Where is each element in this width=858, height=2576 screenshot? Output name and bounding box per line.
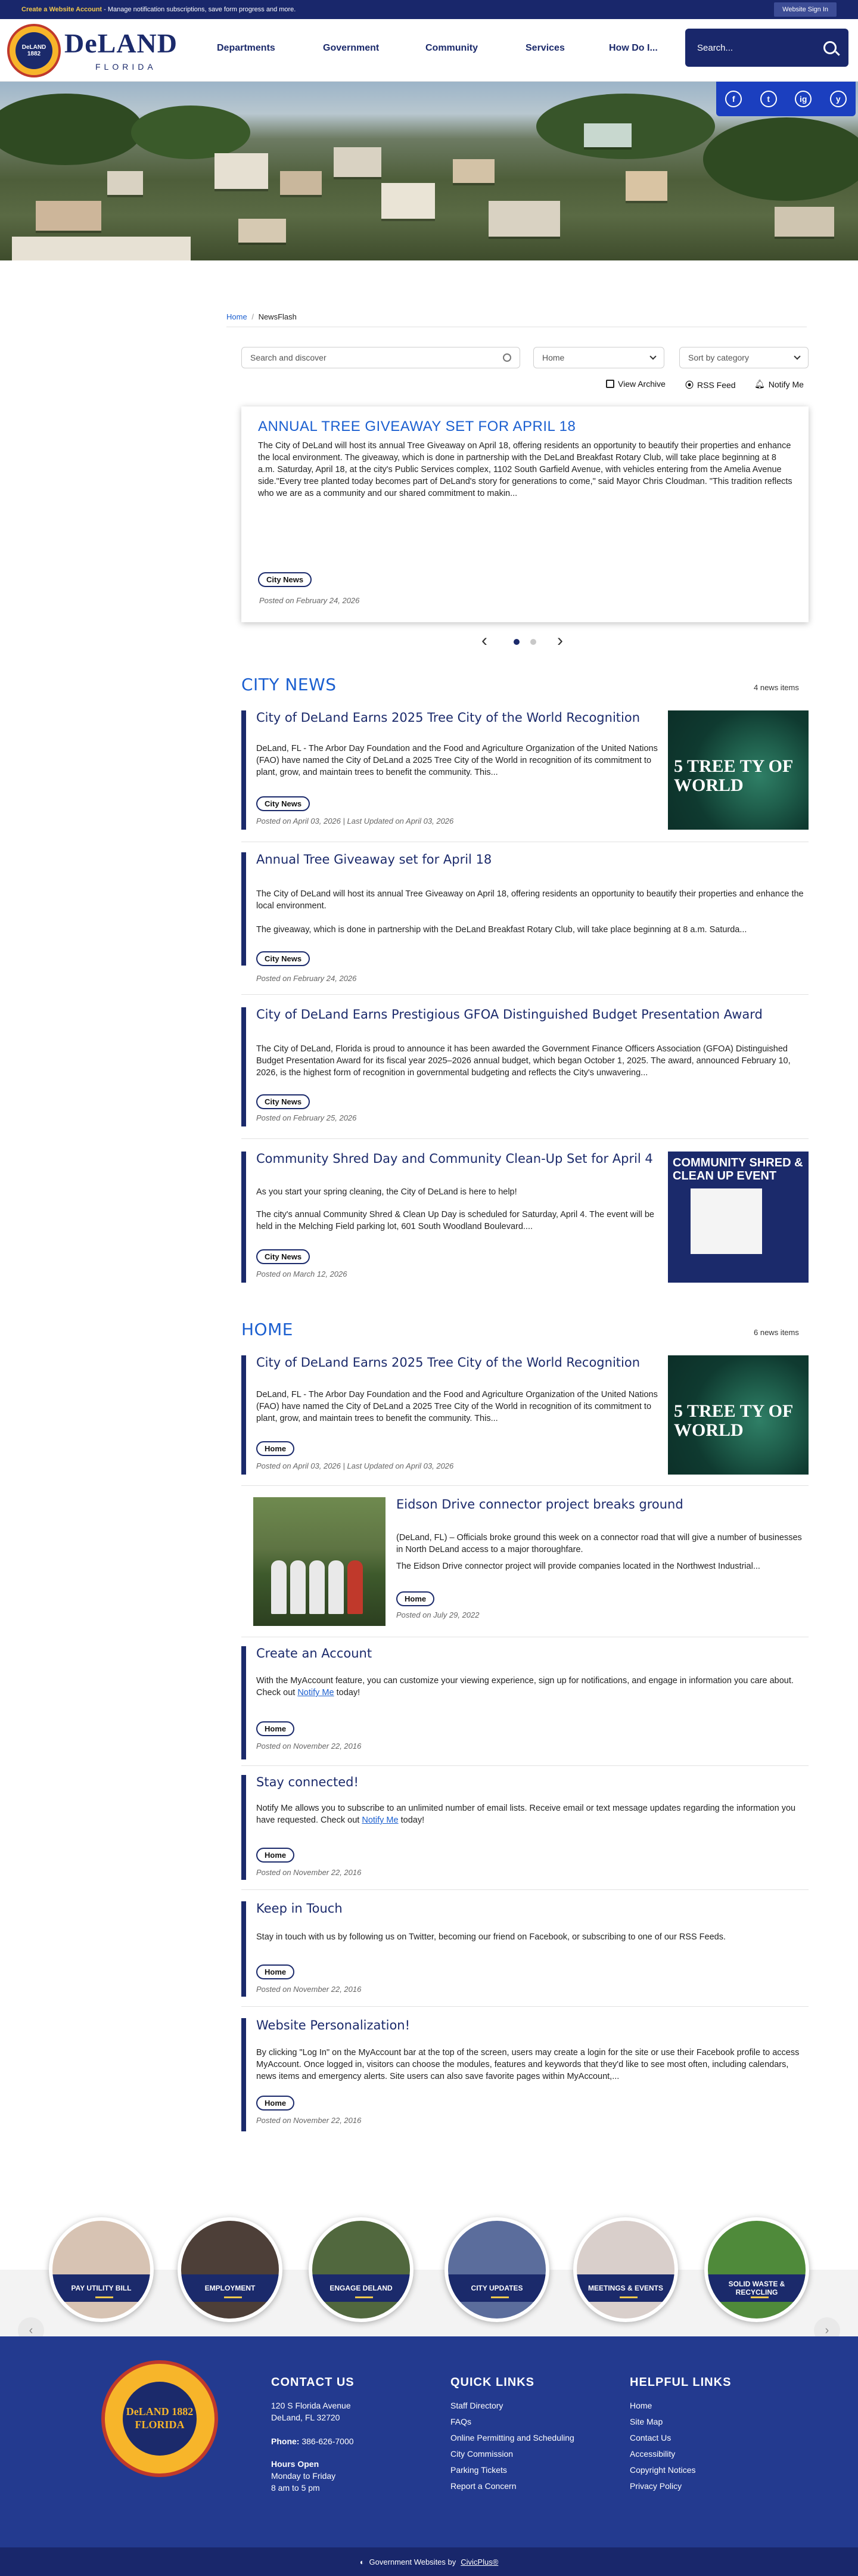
news-item-posted: Posted on April 03, 2026 | Last Updated on April 03, 2026 bbox=[256, 1461, 454, 1470]
news-item-posted: Posted on April 03, 2026 | Last Updated on April 03, 2026 bbox=[256, 817, 454, 825]
news-item-posted: Posted on November 22, 2016 bbox=[256, 2116, 362, 2125]
chevron-down-icon bbox=[794, 353, 800, 359]
news-item-title[interactable]: Create an Account bbox=[256, 1646, 372, 1661]
sort-select[interactable]: Sort by category bbox=[679, 347, 809, 368]
contact-address-2: DeLand, FL 32720 bbox=[271, 2413, 340, 2422]
search-input[interactable]: Search... bbox=[697, 42, 733, 53]
helpful-links-heading: HELPFUL LINKS bbox=[630, 2376, 732, 2389]
quick-link-city-updates[interactable]: CITY UPDATES bbox=[444, 2217, 549, 2322]
news-item-title[interactable]: City of DeLand Earns 2025 Tree City of the World Recognition bbox=[256, 710, 641, 725]
carousel-dot-active[interactable] bbox=[514, 639, 520, 645]
news-item-tag[interactable]: Home bbox=[256, 1721, 294, 1736]
hours-days: Monday to Friday bbox=[271, 2471, 336, 2481]
civicplus-credit: ◐ Government Websites by CivicPlus® bbox=[0, 2547, 858, 2576]
search-icon[interactable] bbox=[823, 41, 837, 54]
breadcrumb-separator: / bbox=[251, 312, 254, 321]
item-divider bbox=[241, 1889, 809, 1890]
rss-feed-link[interactable]: ⦿ RSS Feed bbox=[685, 380, 736, 390]
featured-title[interactable]: ANNUAL TREE GIVEAWAY SET FOR APRIL 18 bbox=[258, 418, 576, 434]
news-item bbox=[241, 710, 809, 830]
notify-me-link[interactable]: 🔔︎ Notify Me bbox=[754, 379, 804, 389]
logo-state: FLORIDA bbox=[95, 62, 157, 72]
accent-bar bbox=[241, 1901, 246, 1997]
news-item-title[interactable]: Stay connected! bbox=[256, 1775, 359, 1789]
hours-label: Hours Open bbox=[271, 2459, 319, 2469]
news-item-desc: The City of DeLand will host its annual Tree Giveaway on April 18, offering residents an opportunity to beautify their properties and enhance the local environment. bbox=[256, 889, 804, 911]
footer-link-privacy[interactable]: Privacy Policy bbox=[630, 2481, 682, 2491]
news-item-desc-2: The city's annual Community Shred & Clean Up Day is scheduled for Saturday, April 4. The event will be held in the Melching Field parking lot, 601 South Woodland Boulevard.... bbox=[256, 1210, 654, 1231]
news-item-title[interactable]: Annual Tree Giveaway set for April 18 bbox=[256, 852, 492, 867]
news-item-posted: Posted on February 25, 2026 bbox=[256, 1113, 357, 1122]
notify-me-inline-link[interactable]: Notify Me bbox=[297, 1688, 334, 1697]
site-search[interactable] bbox=[685, 29, 848, 67]
civicplus-icon: ◐ bbox=[359, 2557, 365, 2566]
news-item-tag[interactable]: Home bbox=[256, 1848, 294, 1863]
shred-event-image[interactable]: COMMUNITY SHRED & CLEAN UP EVENT bbox=[668, 1152, 809, 1283]
news-item-desc: As you start your spring cleaning, the City of DeLand is here to help! bbox=[256, 1187, 517, 1197]
news-item-tag[interactable]: Home bbox=[256, 2096, 294, 2111]
quick-links-prev-button[interactable]: ‹ bbox=[18, 2317, 44, 2344]
twitter-icon[interactable]: t bbox=[760, 91, 777, 107]
quick-link-meetings-events[interactable]: MEETINGS & EVENTS bbox=[573, 2217, 678, 2322]
footer-link-staff-directory[interactable]: Staff Directory bbox=[450, 2401, 503, 2410]
contact-address-1: 120 S Florida Avenue bbox=[271, 2401, 351, 2410]
breadcrumb-home[interactable]: Home bbox=[226, 312, 247, 321]
notify-me-inline-link[interactable]: Notify Me bbox=[362, 1815, 399, 1825]
view-archive-link[interactable]: View Archive bbox=[606, 379, 666, 389]
nav-services[interactable]: Services bbox=[526, 43, 565, 53]
category-select[interactable]: Home bbox=[533, 347, 664, 368]
news-item-posted: Posted on July 29, 2022 bbox=[396, 1610, 480, 1619]
nav-government[interactable]: Government bbox=[323, 43, 380, 53]
news-item-tag[interactable]: City News bbox=[256, 1249, 310, 1264]
accent-bar bbox=[241, 1775, 246, 1880]
city-news-heading[interactable]: CITY NEWS bbox=[241, 675, 337, 694]
footer-link-report-concern[interactable]: Report a Concern bbox=[450, 2481, 517, 2491]
item-divider bbox=[241, 1485, 809, 1486]
facebook-icon[interactable]: f bbox=[725, 91, 742, 107]
contact-phone: Phone: 386-626-7000 bbox=[271, 2437, 354, 2446]
youtube-icon[interactable]: y bbox=[830, 91, 847, 107]
bell-icon: 🔔︎ bbox=[754, 379, 765, 389]
footer-link-faqs[interactable]: FAQs bbox=[450, 2417, 472, 2426]
flyer-sheet bbox=[691, 1188, 762, 1254]
featured-posted: Posted on February 24, 2026 bbox=[259, 596, 360, 605]
news-item bbox=[241, 1775, 809, 1880]
breadcrumb bbox=[226, 312, 297, 321]
footer-link-permitting[interactable]: Online Permitting and Scheduling bbox=[450, 2433, 574, 2442]
footer-link-city-commission[interactable]: City Commission bbox=[450, 2449, 514, 2459]
footer-link-accessibility[interactable]: Accessibility bbox=[630, 2449, 676, 2459]
accent-bar bbox=[241, 710, 246, 830]
news-item-tag[interactable]: City News bbox=[256, 796, 310, 811]
news-item-title[interactable]: Keep in Touch bbox=[256, 1901, 343, 1916]
nav-community[interactable]: Community bbox=[425, 43, 478, 53]
news-item-tag[interactable]: Home bbox=[396, 1591, 434, 1606]
tree-city-image[interactable]: 5 TREE TY OF WORLD bbox=[668, 1355, 809, 1475]
social-links bbox=[716, 82, 856, 116]
search-icon[interactable] bbox=[503, 353, 511, 362]
quick-links-heading: QUICK LINKS bbox=[450, 2376, 534, 2389]
news-item-desc: DeLand, FL - The Arbor Day Foundation and the Food and Agriculture Organization of the United Nations (FAO) have named the City of DeLand a 2025 Tree City of the World in recognition of its commitment to plant, grow, and maintain trees to benefit the community. This... bbox=[256, 744, 658, 777]
news-item-desc: Notify Me allows you to subscribe to an unlimited number of email lists. Receive email or text message updates regarding the information you have requested. Check out Notify Me today! bbox=[256, 1804, 796, 1825]
home-news-count: 6 news items bbox=[754, 1328, 799, 1337]
carousel-prev-button[interactable]: ‹ bbox=[481, 631, 487, 650]
footer-city-seal[interactable]: DeLAND 1882 FLORIDA bbox=[101, 2360, 218, 2477]
quick-link-solid-waste[interactable]: SOLID WASTE & RECYCLING bbox=[704, 2217, 809, 2322]
news-item bbox=[241, 2018, 809, 2131]
news-item-tag[interactable]: City News bbox=[256, 1094, 310, 1109]
news-item bbox=[241, 1355, 809, 1475]
footer-link-copyright[interactable]: Copyright Notices bbox=[630, 2465, 696, 2475]
nav-how-do-i[interactable]: How Do I... bbox=[609, 43, 658, 53]
news-item-posted: Posted on November 22, 2016 bbox=[256, 1868, 362, 1877]
news-item-desc: Stay in touch with us by following us on Twitter, becoming our friend on Facebook, or subscribing to one of our RSS Feeds. bbox=[256, 1932, 726, 1942]
news-item-tag[interactable]: Home bbox=[256, 1964, 294, 1979]
instagram-icon[interactable]: ig bbox=[795, 91, 812, 107]
news-item bbox=[241, 1646, 809, 1759]
news-item-title[interactable]: City of DeLand Earns Prestigious GFOA Distinguished Budget Presentation Award bbox=[256, 1007, 763, 1022]
seal-text: DeLAND 1882 bbox=[15, 32, 52, 69]
breadcrumb-current: NewsFlash bbox=[258, 312, 297, 321]
hours-times: 8 am to 5 pm bbox=[271, 2483, 320, 2493]
contact-heading: CONTACT US bbox=[271, 2376, 355, 2389]
news-item-title[interactable]: Eidson Drive connector project breaks ground bbox=[396, 1497, 683, 1512]
news-item bbox=[241, 1152, 809, 1283]
news-item-tag[interactable]: City News bbox=[256, 951, 310, 966]
quick-links-next-button[interactable]: › bbox=[814, 2317, 840, 2344]
groundbreaking-photo[interactable] bbox=[253, 1497, 386, 1626]
news-item-desc: (DeLand, FL) – Officials broke ground this week on a connector road that will give a number of businesses in North DeLand access to a major thoroughfare. bbox=[396, 1533, 802, 1554]
item-divider bbox=[241, 1765, 809, 1766]
home-news-heading[interactable]: HOME bbox=[241, 1320, 293, 1339]
logo-name[interactable]: DeLAND bbox=[64, 28, 178, 58]
news-item-desc: By clicking "Log In" on the MyAccount bar at the top of the screen, users may create a login for the site or use their Facebook profile to access MyAccount. Once logged in, visitors can choose the modules, features and keywords that they'd like to see most often, including calendars, news items and emergency alerts. Site users can also save favorite pages within MyAccount,... bbox=[256, 2048, 800, 2081]
accent-bar bbox=[241, 1152, 246, 1283]
accent-bar bbox=[241, 2018, 246, 2131]
archive-icon bbox=[606, 380, 614, 388]
news-item bbox=[241, 1007, 809, 1126]
item-divider bbox=[241, 2006, 809, 2007]
news-item bbox=[241, 1901, 809, 1997]
news-item-title[interactable]: City of DeLand Earns 2025 Tree City of the World Recognition bbox=[256, 1355, 641, 1370]
news-item-posted: Posted on February 24, 2026 bbox=[256, 974, 357, 983]
news-item-desc: With the MyAccount feature, you can customize your viewing experience, sign up for notifications, and engage in information you care about. Check out Notify Me today! bbox=[256, 1676, 794, 1697]
item-divider bbox=[241, 1138, 809, 1139]
item-divider bbox=[241, 994, 809, 995]
chevron-down-icon bbox=[649, 353, 656, 359]
news-item-desc-2: The Eidson Drive connector project will provide companies located in the Northwest Industrial... bbox=[396, 1562, 760, 1571]
account-promo[interactable]: Create a Website Account - Manage notification subscriptions, save form progress and more. bbox=[21, 6, 296, 13]
quick-link-engage-deland[interactable]: ENGAGE DELAND bbox=[309, 2217, 414, 2322]
news-item-title[interactable]: Website Personalization! bbox=[256, 2018, 411, 2032]
featured-tag[interactable]: City News bbox=[258, 572, 312, 587]
rss-icon: ⦿ bbox=[685, 380, 694, 390]
quick-link-employment[interactable]: EMPLOYMENT bbox=[178, 2217, 282, 2322]
accent-bar bbox=[241, 1646, 246, 1759]
featured-body: The City of DeLand will host its annual Tree Giveaway on April 18, offering residents an opportunity to beautify their properties and enhance the local environment. The giveaway, which is done in partnership with the DeLand Breakfast Rotary Club, will take place beginning at 8 a.m. Saturday, April 18, at the city's Public Services complex, 1102 South Garfield Avenue, with vehicles entering from the Amelia Avenue side."Every tree planted today becomes part of DeLand's story for generations to come," said Mayor Chris Cloudman. "This tradition reflects who we are as a community and our shared commitment to makin... bbox=[258, 441, 792, 498]
sign-in-button[interactable]: Website Sign In bbox=[774, 2, 837, 17]
news-search-input[interactable]: Search and discover bbox=[241, 347, 520, 368]
city-news-count: 4 news items bbox=[754, 683, 799, 692]
news-item-desc: The City of DeLand, Florida is proud to announce it has been awarded the Government Finance Officers Association (GFOA) Distinguished Budget Presentation Award for its fiscal year 2025–2026 annual budget, which began October 1, 2025. The award, announced February 10, 2026, is the highest form of recognition in governmental budgeting and reflects the City's unwavering... bbox=[256, 1044, 791, 1078]
footer-link-parking-tickets[interactable]: Parking Tickets bbox=[450, 2465, 507, 2475]
news-item-posted: Posted on November 22, 2016 bbox=[256, 1742, 362, 1751]
city-seal-logo[interactable] bbox=[7, 24, 61, 77]
accent-bar bbox=[241, 1355, 246, 1475]
civicplus-link[interactable]: CivicPlus® bbox=[461, 2557, 499, 2566]
news-item bbox=[241, 1497, 809, 1626]
footer-link-home[interactable]: Home bbox=[630, 2401, 652, 2410]
carousel-next-button[interactable]: › bbox=[557, 631, 563, 650]
accent-bar bbox=[241, 852, 246, 966]
footer-link-site-map[interactable]: Site Map bbox=[630, 2417, 663, 2426]
news-item-tag[interactable]: Home bbox=[256, 1441, 294, 1456]
footer-link-contact-us[interactable]: Contact Us bbox=[630, 2433, 672, 2442]
carousel-dot[interactable] bbox=[530, 639, 536, 645]
top-bar bbox=[0, 0, 858, 19]
featured-news-card[interactable] bbox=[241, 406, 809, 622]
quick-link-pay-utility-bill[interactable]: PAY UTILITY BILL bbox=[49, 2217, 154, 2322]
accent-bar bbox=[241, 1007, 246, 1126]
news-item-desc: DeLand, FL - The Arbor Day Foundation and the Food and Agriculture Organization of the United Nations (FAO) have named the City of DeLand a 2025 Tree City of the World in recognition of its commitment to plant, grow, and maintain trees to benefit the community. This... bbox=[256, 1390, 658, 1423]
news-item-title[interactable]: Community Shred Day and Community Clean-Up Set for April 4 bbox=[256, 1152, 653, 1166]
news-item-desc-2: The giveaway, which is done in partnership with the DeLand Breakfast Rotary Club, will take place beginning at 8 a.m. Saturda... bbox=[256, 925, 747, 935]
news-item-posted: Posted on November 22, 2016 bbox=[256, 1985, 362, 1994]
news-item-posted: Posted on March 12, 2026 bbox=[256, 1270, 347, 1278]
nav-departments[interactable]: Departments bbox=[217, 43, 275, 53]
news-item bbox=[241, 852, 809, 966]
tree-city-image[interactable]: 5 TREE TY OF WORLD bbox=[668, 710, 809, 830]
